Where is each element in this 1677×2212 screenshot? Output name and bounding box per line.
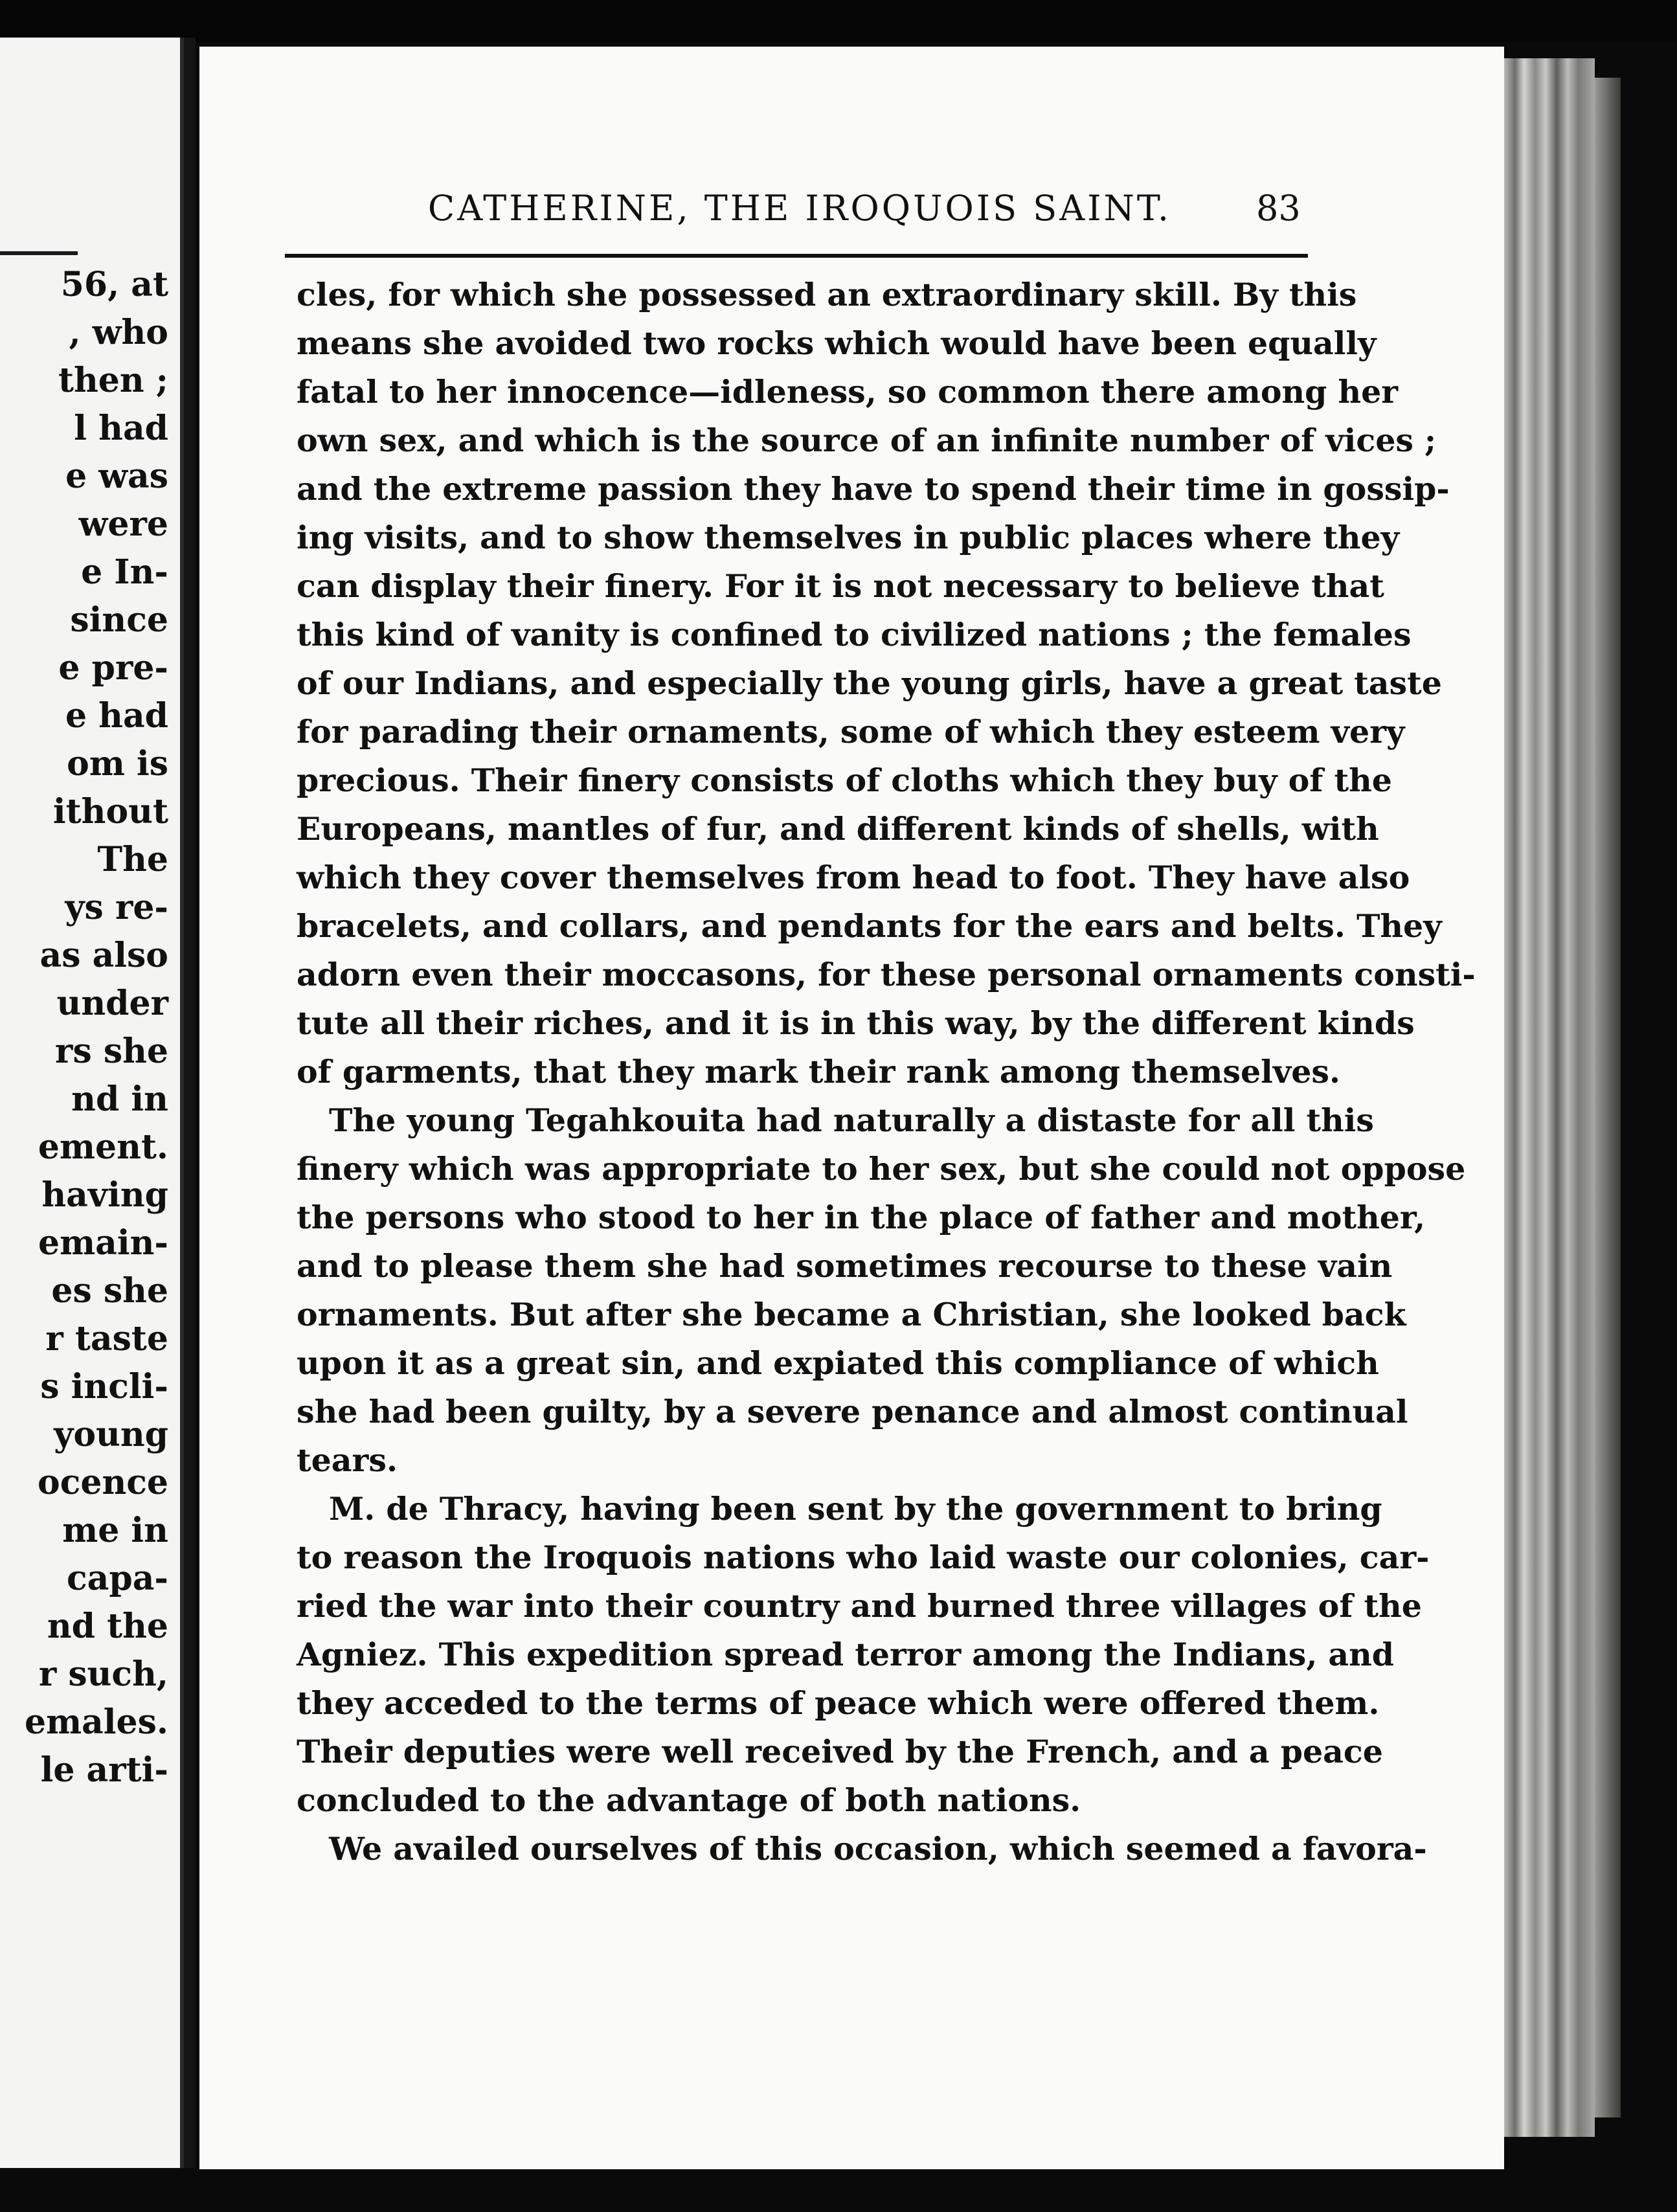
facing-page-left — [0, 38, 184, 2168]
left-page-fragment: e In- — [81, 552, 168, 592]
text-line: and the extreme passion they have to spend their time in gossip- — [297, 470, 1450, 508]
left-page-fragment: 56, at — [60, 265, 168, 304]
text-line: tears. — [297, 1441, 398, 1479]
text-line: ried the war into their country and burned three villages of the — [297, 1587, 1422, 1625]
text-line: adorn even their moccasons, for these personal ornaments consti- — [297, 956, 1476, 993]
left-page-fragment: e had — [65, 696, 168, 736]
left-page-fragment: le arti- — [40, 1750, 168, 1790]
text-line: fatal to her innocence—idleness, so common there among her — [297, 373, 1399, 411]
left-page-fragment: emales. — [24, 1702, 168, 1742]
text-line: Agniez. This expedition spread terror among the Indians, and — [297, 1636, 1395, 1673]
text-line: bracelets, and collars, and pendants for the ears and belts. They — [297, 907, 1442, 945]
left-page-fragment: capa- — [67, 1559, 168, 1598]
book-cover-edge — [1595, 78, 1621, 2117]
text-line: they acceded to the terms of peace which were offered them. — [297, 1684, 1380, 1722]
left-page-fragment: nd the — [47, 1607, 168, 1646]
header-rule — [285, 254, 1308, 258]
left-page-fragment: having — [41, 1175, 168, 1215]
text-line: ing visits, and to show themselves in public places where they — [297, 519, 1400, 556]
book-gutter — [184, 38, 196, 2168]
left-page-fragment: l had — [74, 409, 168, 448]
left-page-fragment: ys re- — [65, 888, 168, 927]
text-line: can display their finery. For it is not necessary to believe that — [297, 567, 1384, 605]
text-line: means she avoided two rocks which would have been equally — [297, 324, 1377, 362]
text-line: Their deputies were well received by the French, and a peace — [297, 1733, 1383, 1770]
left-page-fragment: r taste — [45, 1319, 168, 1359]
body-text — [297, 271, 1476, 1873]
text-line: this kind of vanity is confined to civilized nations ; the females — [297, 616, 1412, 653]
text-line: M. de Thracy, having been sent by the government to bring — [329, 1490, 1382, 1528]
left-page-fragment: , who — [69, 313, 168, 352]
left-page-fragment: were — [78, 504, 168, 544]
left-page-header-rule — [0, 251, 78, 255]
left-page-fragment: r such, — [38, 1654, 168, 1694]
text-line: We availed ourselves of this occasion, which seemed a favora- — [329, 1830, 1427, 1868]
left-page-fragment: e was — [65, 457, 168, 496]
text-line: Europeans, mantles of fur, and different kinds of shells, with — [297, 810, 1379, 848]
left-page-fragment: ocence — [38, 1463, 168, 1502]
text-line: The young Tegahkouita had naturally a distaste for all this — [329, 1101, 1374, 1139]
left-page-fragment: young — [54, 1415, 168, 1454]
text-line: the persons who stood to her in the place of father and mother, — [297, 1199, 1426, 1236]
text-line: ornaments. But after she became a Christian, she looked back — [297, 1296, 1406, 1333]
text-line: tute all their riches, and it is in this way, by the different kinds — [297, 1004, 1415, 1042]
text-line: and to please them she had sometimes recourse to these vain — [297, 1247, 1393, 1285]
text-line: of our Indians, and especially the young girls, have a great taste — [297, 664, 1442, 702]
text-line: for parading their ornaments, some of which they esteem very — [297, 713, 1405, 751]
left-page-fragment: under — [56, 984, 168, 1023]
text-line: of garments, that they mark their rank among themselves. — [297, 1053, 1341, 1090]
left-page-fragment: ithout — [52, 792, 168, 831]
left-page-fragment: emain- — [38, 1223, 168, 1263]
left-page-fragment: ement. — [38, 1127, 168, 1167]
text-line: which they cover themselves from head to foot. They have also — [297, 859, 1410, 896]
text-line: finery which was appropriate to her sex, but she could not oppose — [297, 1150, 1466, 1188]
left-page-fragment: s incli- — [40, 1367, 168, 1406]
page-number: 83 — [1256, 188, 1301, 229]
left-page-fragment: om is — [67, 744, 168, 784]
scan-top-border — [0, 0, 1677, 42]
text-line: concluded to the advantage of both nations. — [297, 1781, 1081, 1819]
text-line: cles, for which she possessed an extraordinary skill. By this — [297, 276, 1357, 313]
book-page-edges — [1504, 58, 1595, 2137]
text-line: own sex, and which is the source of an infinite number of vices ; — [297, 422, 1437, 459]
left-page-fragment: rs she — [55, 1032, 168, 1071]
running-head: CATHERINE, THE IROQUOIS SAINT. — [427, 188, 1172, 229]
left-page-fragment: since — [70, 600, 168, 640]
left-page-fragment: me in — [62, 1511, 168, 1550]
text-line: to reason the Iroquois nations who laid waste our colonies, car- — [297, 1539, 1430, 1576]
left-page-fragment: nd in — [71, 1079, 168, 1119]
left-page-fragment: The — [97, 840, 168, 879]
left-page-fragment: as also — [39, 936, 168, 975]
text-line: precious. Their finery consists of cloths which they buy of the — [297, 762, 1392, 799]
left-page-fragment: then ; — [58, 361, 168, 400]
left-page-fragment: e pre- — [58, 648, 168, 688]
text-line: upon it as a great sin, and expiated this compliance of which — [297, 1344, 1379, 1382]
text-line: she had been guilty, by a severe penance and almost continual — [297, 1393, 1408, 1430]
left-page-fragment: es she — [51, 1271, 168, 1311]
